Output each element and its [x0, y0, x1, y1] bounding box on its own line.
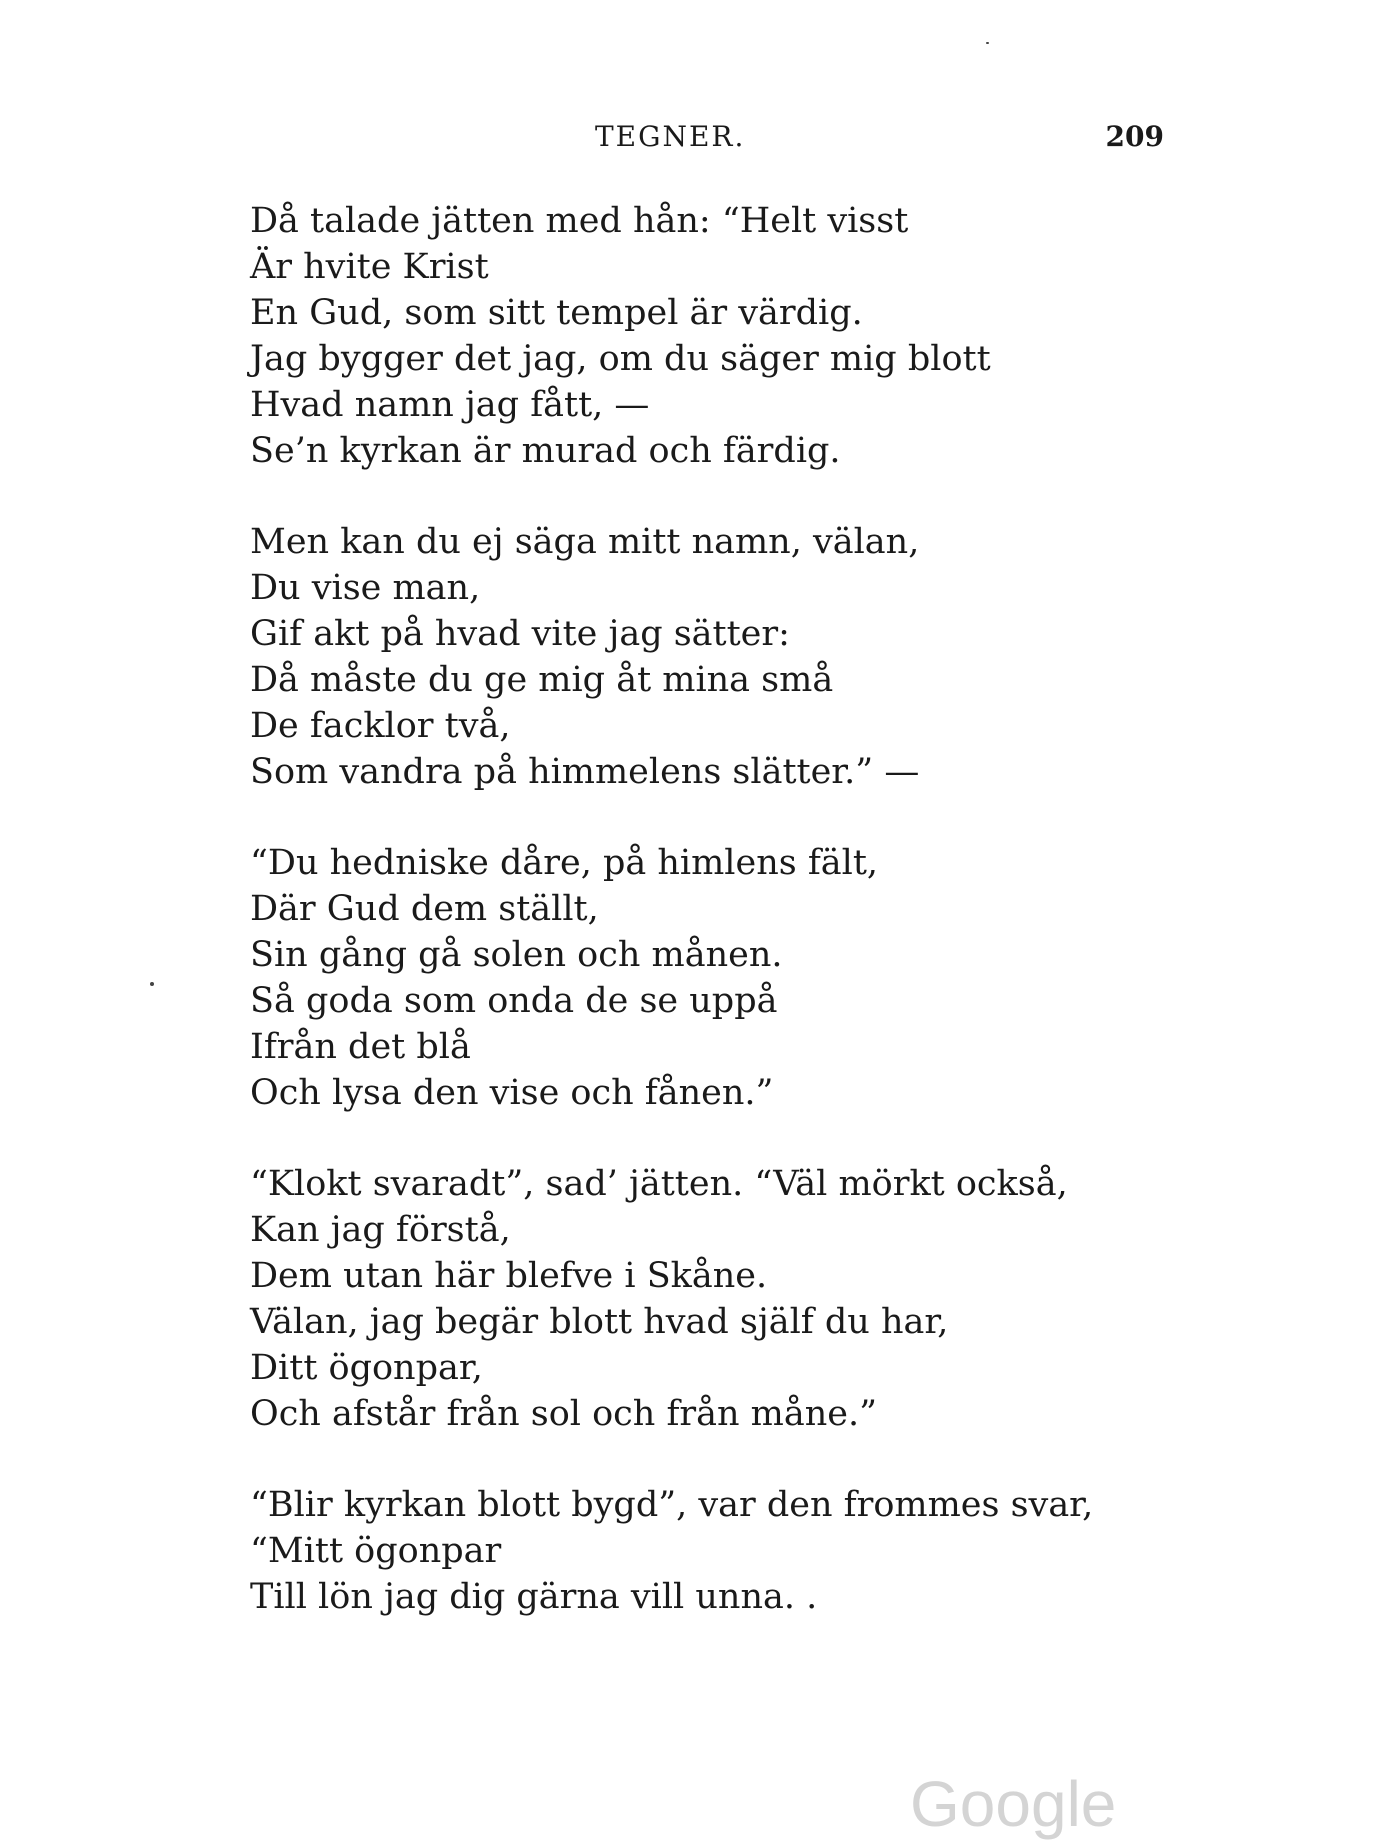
poem-line: En Gud, som sitt tempel är värdig. [250, 293, 863, 333]
poem-line: Då talade jätten med hån: “Helt visst [250, 201, 909, 241]
stanza-4 [250, 1161, 1190, 1437]
stanza-2 [250, 519, 1190, 795]
poem-line: Är hvite Krist [250, 247, 489, 287]
poem-line: Dem utan här blefve i Skåne. [250, 1256, 768, 1296]
scan-speck [150, 982, 154, 986]
running-head [250, 120, 1170, 160]
poem-line: Sin gång gå solen och månen. [250, 935, 783, 975]
poem-line: Se’n kyrkan är murad och färdig. [250, 431, 841, 471]
poem-line: Ifrån det blå [250, 1027, 471, 1067]
poem-line: Där Gud dem ställt, [250, 889, 599, 929]
running-head-title: TEGNER. [595, 120, 746, 153]
stanza-1 [250, 198, 1190, 474]
poem-line: Gif akt på hvad vite jag sätter: [250, 614, 790, 654]
google-watermark: Google [910, 1768, 1117, 1840]
poem-line: Till lön jag dig gärna vill unna. . [250, 1577, 818, 1617]
poem-line: “Du hedniske dåre, på himlens fält, [250, 843, 879, 883]
poem-text [250, 198, 1190, 1665]
page-number: 209 [1105, 120, 1164, 153]
poem-line: Jag bygger det jag, om du säger mig blott [250, 339, 991, 379]
poem-line: Då måste du ge mig åt mina små [250, 660, 834, 700]
poem-line: Ditt ögonpar, [250, 1348, 483, 1388]
poem-line: Hvad namn jag fått, — [250, 385, 650, 425]
poem-line: Så goda som onda de se uppå [250, 981, 778, 1021]
poem-line: Välan, jag begär blott hvad själf du har, [250, 1302, 949, 1342]
poem-line: Men kan du ej säga mitt namn, välan, [250, 522, 920, 562]
poem-line: Som vandra på himmelens slätter.” — [250, 752, 920, 792]
scan-speck [986, 42, 989, 44]
poem-line: Kan jag förstå, [250, 1210, 511, 1250]
poem-line: Och lysa den vise och fånen.” [250, 1073, 774, 1113]
stanza-3 [250, 840, 1190, 1116]
stanza-5 [250, 1482, 1190, 1620]
poem-line: “Mitt ögonpar [250, 1531, 502, 1571]
poem-line: “Blir kyrkan blott bygd”, var den frommes svar, [250, 1485, 1094, 1525]
poem-line: De facklor två, [250, 706, 511, 746]
poem-line: Du vise man, [250, 568, 481, 608]
poem-line: Och afstår från sol och från måne.” [250, 1394, 877, 1434]
poem-line: “Klokt svaradt”, sad’ jätten. “Väl mörkt också, [250, 1164, 1068, 1204]
